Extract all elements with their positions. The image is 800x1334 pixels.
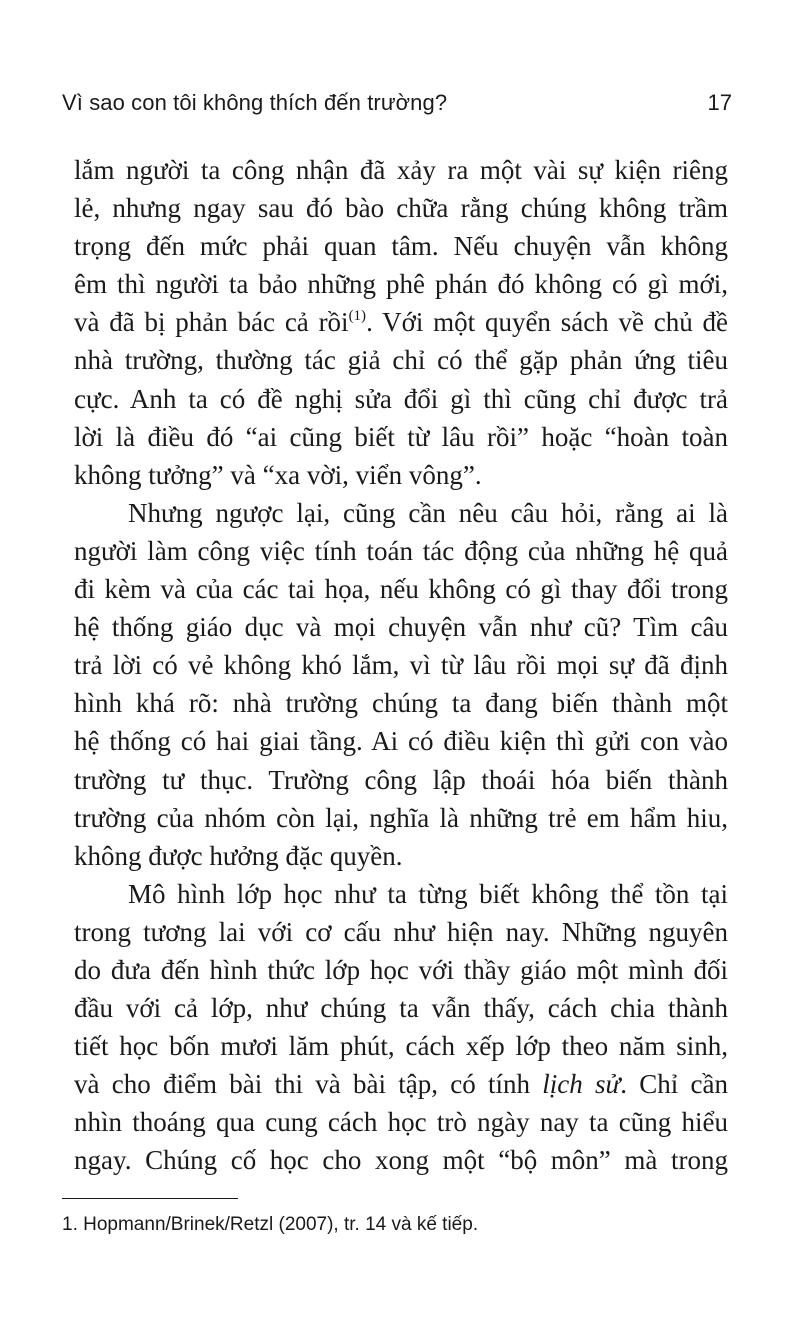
text-line: do đưa đến hình thức lớp học với thầy giáo một mình đối [74, 954, 728, 985]
text-line: lắm người ta công nhận đã xảy ra một vài sự kiện riêng [74, 155, 728, 185]
text-line: hệ thống có hai giai tầng. Ai có điều kiện thì gửi con vào [74, 726, 728, 757]
text-line: tiết học bốn mươi lăm phút, cách xếp lớp theo năm sinh, [74, 1031, 728, 1062]
text-line: người làm công việc tính toán tác động của những hệ quả [74, 535, 728, 566]
text-line: ngay. Chúng cố học cho xong một “bộ môn” mà trong [74, 1145, 728, 1176]
text-line: không tưởng” và “xa vời, viển vông”. [74, 459, 482, 490]
text-fragment: . Với một quyển sách về chủ đề [366, 307, 728, 338]
text-fragment: và cho điểm bài thi và bài tập, có tính [74, 1069, 543, 1100]
italic-term: lịch sử [542, 1069, 621, 1100]
text-line: hình khá rõ: nhà trường chúng ta đang biến thành một [74, 688, 728, 719]
footnote: 1. Hopmann/Brinek/Retzl (2007), tr. 14 và kế tiếp. [62, 1214, 479, 1235]
paragraph-start-line: Nhưng ngược lại, cũng cần nêu câu hỏi, rằng ai là [128, 497, 728, 528]
text-line: lẻ, nhưng ngay sau đó bào chữa rằng chúng không trầm [74, 193, 728, 224]
paragraph-start-line: Mô hình lớp học như ta từng biết không thể tồn tại [128, 878, 728, 909]
text-line: đi kèm và của các tai họa, nếu không có gì thay đổi trong [74, 574, 728, 605]
text-line: đầu với cả lớp, như chúng ta vẫn thấy, cách chia thành [74, 993, 728, 1024]
text-line: lời là điều đó “ai cũng biết từ lâu rồi” hoặc “hoàn toàn [74, 421, 728, 452]
running-head-title: Vì sao con tôi không thích đến trường? [62, 90, 448, 115]
text-line: trả lời có vẻ không khó lắm, vì từ lâu rồi mọi sự đã định [74, 650, 728, 681]
page-number: 17 [707, 90, 732, 115]
text-fragment: . Chỉ cần [620, 1069, 728, 1100]
text-fragment: và đã bị phản bác cả rồi [74, 307, 349, 338]
text-line: hệ thống giáo dục và mọi chuyện vẫn như cũ? Tìm câu [74, 612, 728, 643]
text-line-with-footnote [74, 303, 728, 341]
text-line: cực. Anh ta có đề nghị sửa đổi gì thì cũng chỉ được trả [74, 383, 728, 414]
text-line: trọng đến mức phải quan tâm. Nếu chuyện vẫn không [74, 231, 728, 262]
text-line: không được hưởng đặc quyền. [74, 840, 403, 871]
body-text [74, 151, 728, 1180]
text-line: nhà trường, thường tác giả chỉ có thể gặp phản ứng tiêu [74, 345, 728, 376]
text-line: trong tương lai với cơ cấu như hiện nay. Những nguyên [74, 916, 728, 947]
text-line: êm thì người ta bảo những phê phán đó không có gì mới, [74, 269, 728, 300]
footnote-separator [62, 1198, 238, 1199]
text-line: trường tư thục. Trường công lập thoái hóa biến thành [74, 764, 728, 795]
text-line: nhìn thoáng qua cung cách học trò ngày nay ta cũng hiểu [74, 1107, 728, 1138]
text-line-with-italic [74, 1065, 728, 1103]
footnote-marker: (1) [348, 308, 367, 325]
text-line: trường của nhóm còn lại, nghĩa là những trẻ em hẩm hiu, [74, 802, 728, 833]
